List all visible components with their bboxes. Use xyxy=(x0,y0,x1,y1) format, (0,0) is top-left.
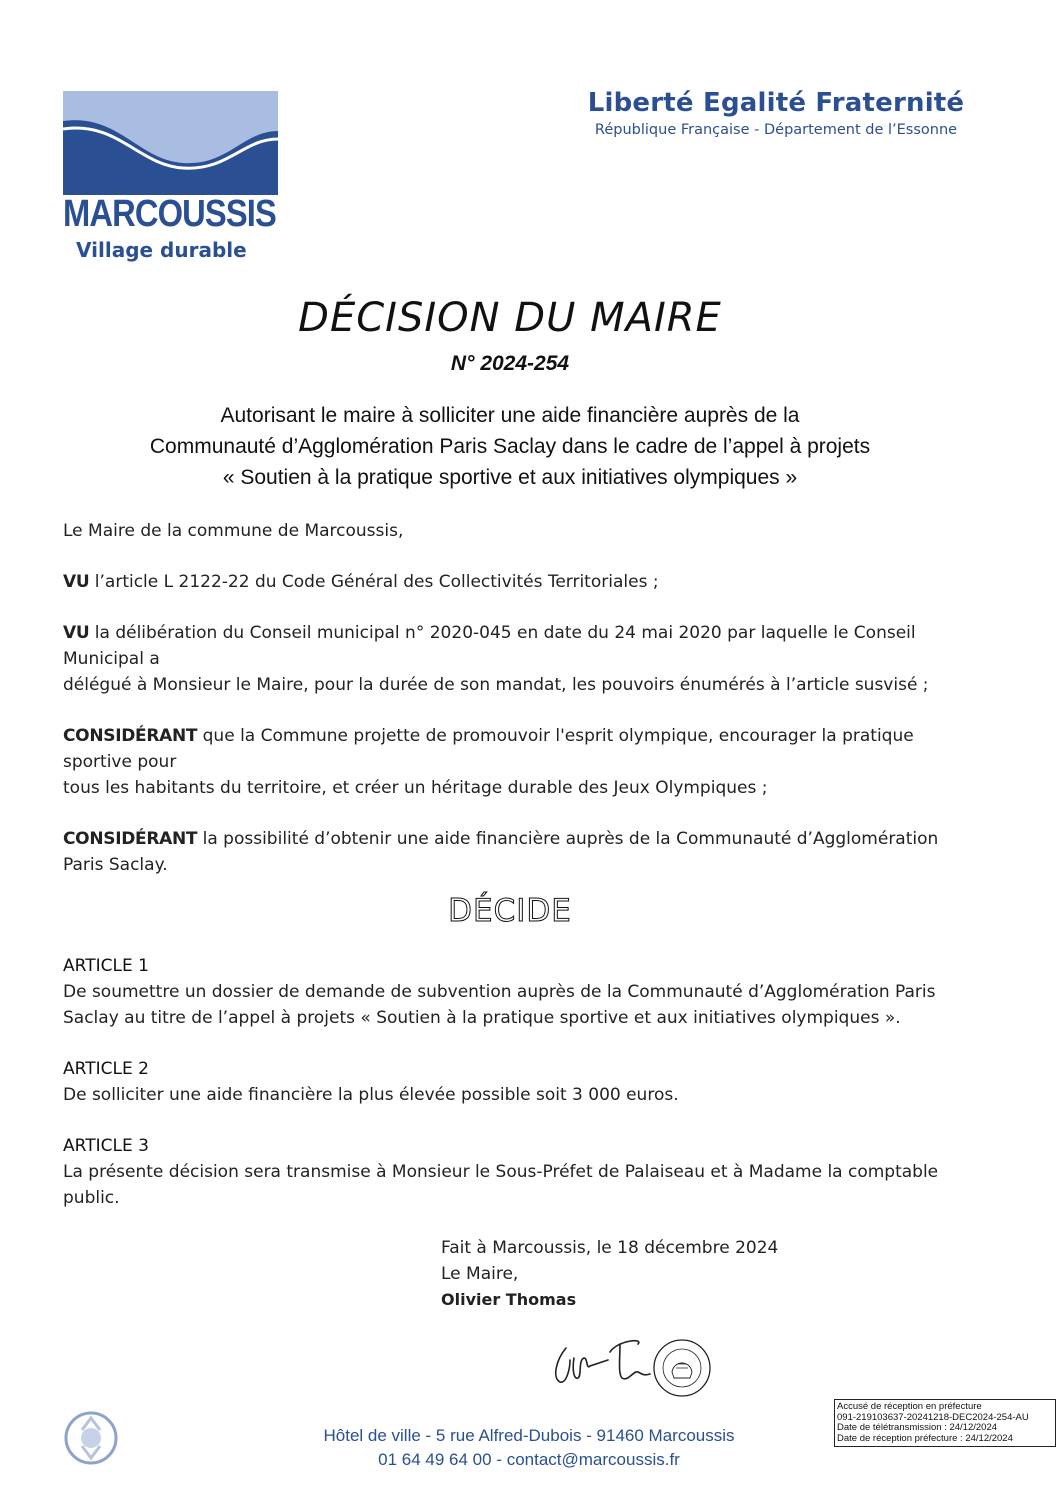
vu-text: délégué à Monsieur le Maire, pour la durée de son mandat, les pouvoirs énumérés à l’article susvisé ; xyxy=(63,675,929,695)
decide-heading: DÉCIDE xyxy=(448,893,572,929)
articles xyxy=(63,953,963,1211)
place-date: Fait à Marcoussis, le 18 décembre 2024 xyxy=(441,1238,779,1258)
vu-text: la délibération du Conseil municipal n° 2020-045 en date du 24 mai 2020 par laquelle le Conseil xyxy=(89,623,916,643)
department-line: République Française - Département de l’Essonne xyxy=(594,122,958,138)
signer-name: Olivier Thomas xyxy=(441,1290,577,1309)
article-text: public. xyxy=(63,1188,120,1208)
signer-role: Le Maire, xyxy=(441,1264,519,1284)
considerant-text: tous les habitants du territoire, et créer un héritage durable des Jeux Olympiques ; xyxy=(63,778,768,798)
considerant-text: la possibilité d’obtenir une aide financière auprès de la Communauté d’Agglomération xyxy=(197,829,939,849)
subject-line: « Soutien à la pratique sportive et aux initiatives olympiques » xyxy=(222,466,798,489)
stamp-line: Date de télétransmission : 24/12/2024 xyxy=(837,1422,998,1433)
decision-title: DÉCISION DU MAIRE xyxy=(298,295,722,341)
vu-paragraph-1 xyxy=(63,569,963,595)
subject-line: Autorisant le maire à solliciter une aide financière auprès de la xyxy=(220,404,800,427)
intro-line: Le Maire de la commune de Marcoussis, xyxy=(63,521,404,541)
considerant-paragraph-1 xyxy=(63,723,963,801)
considerant-keyword: CONSIDÉRANT xyxy=(63,726,198,746)
article-text: De soumettre un dossier de demande de subvention auprès de la Communauté d’Agglomération Paris xyxy=(63,982,936,1002)
subject-line: Communauté d’Agglomération Paris Saclay dans le cadre de l’appel à projets xyxy=(149,435,871,458)
vu-keyword: VU xyxy=(63,623,90,643)
vu-text: Municipal a xyxy=(63,649,160,669)
prefecture-stamp xyxy=(834,1399,1056,1447)
vu-text: l’article L 2122-22 du Code Général des Collectivités Territoriales ; xyxy=(89,572,659,592)
decision-number: N° 2024-254 xyxy=(450,352,570,375)
vu-keyword: VU xyxy=(63,572,90,592)
stamp-line: 091-219103637-20241218-DEC2024-254-AU xyxy=(837,1411,1029,1423)
article-text: La présente décision sera transmise à Monsieur le Sous-Préfet de Palaiseau et à Madame la comptable xyxy=(63,1162,939,1182)
article-2-heading: ARTICLE 2 xyxy=(63,1059,149,1079)
municipal-seal-icon xyxy=(652,1338,712,1398)
stamp-line: Date de réception préfecture : 24/12/2024 xyxy=(837,1432,1013,1444)
article-2-text: De solliciter une aide financière la plus élevée possible soit 3 000 euros. xyxy=(63,1085,679,1105)
republic-header xyxy=(556,88,996,138)
closing-block xyxy=(441,1235,778,1313)
considerant-text: sportive pour xyxy=(63,752,177,772)
footer-contact: 01 64 49 64 00 - contact@marcoussis.fr xyxy=(378,1450,680,1469)
considerant-text: Paris Saclay. xyxy=(63,855,168,875)
logo-name: MARCOUSSIS xyxy=(63,193,276,235)
article-1-heading: ARTICLE 1 xyxy=(63,956,149,976)
article-3-heading: ARTICLE 3 xyxy=(63,1136,149,1156)
article-text: Saclay au titre de l’appel à projets « Soutien à la pratique sportive et aux initiatives olympiques ». xyxy=(63,1008,901,1028)
article-1-text xyxy=(63,979,963,1031)
considerant-keyword: CONSIDÉRANT xyxy=(63,829,198,849)
article-3-text xyxy=(63,1159,963,1211)
republic-motto: Liberté Egalité Fraternité xyxy=(587,88,965,118)
decision-subject xyxy=(0,400,1020,493)
wave-logo-icon xyxy=(63,91,278,195)
logo-subtitle: Village durable xyxy=(76,238,247,262)
considerant-paragraph-2 xyxy=(63,826,963,878)
footer-address: Hôtel de ville - 5 rue Alfred-Dubois - 91460 Marcoussis xyxy=(323,1426,735,1445)
vu-paragraph-2 xyxy=(63,620,963,698)
stamp-line: Accusé de réception en préfecture xyxy=(837,1401,982,1412)
considerant-text: que la Commune projette de promouvoir l'esprit olympique, encourager la pratique xyxy=(197,726,914,746)
signature-icon xyxy=(548,1330,653,1390)
preamble xyxy=(63,518,963,878)
